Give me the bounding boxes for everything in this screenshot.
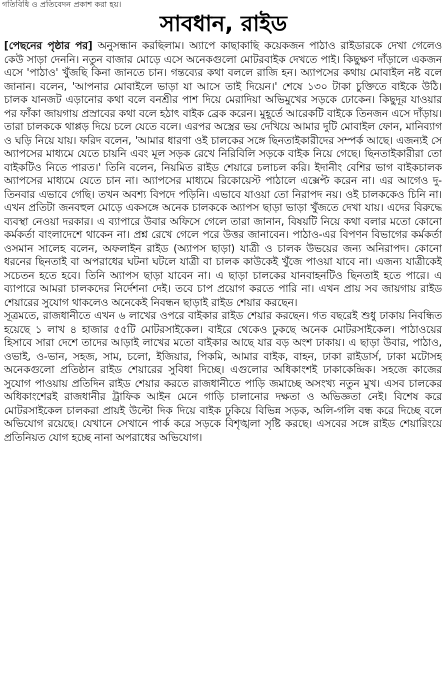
jump-label: [পেছনের পৃষ্ঠার পর]	[4, 40, 93, 52]
paragraph-text: অনুসন্ধান করছিলাম। অ্যাপে কাছাকাছি কয়েকজন পাঠাও রাইডারকে দেখা গেলেও কেউ সাড়া দেননি। নতুন বাজার মোড়ে এসে অনেকগুলো মোটরবাইক দেখতে পাই। কিছুক্ষণ দাঁড়ালে একজন এসে 'পাঠাও' খুঁজছি কিনা জানতে চান। গন্তব্যের কথা বললে রাজি হন। অ্যাপসের কথায় মোবাইল নষ্ট বলে জানান। বলেন, 'আপনার মোবাইলে ভাড়া যা আসে তাই দিয়েন।' শেষে ১৩০ টাকা চুক্তিতে বাইকে উঠি। চালক যানজট এড়ানোর কথা বলে বনশ্রীর পাশ দিয়ে মেরাদিয়া অভিমুখের সড়কে ঢোকেন। কিছুদূর যাওয়ার পর ফাঁকা জায়গায় প্রস্রাবের কথা বলে হঠাৎ বাইক ব্রেক করেন। মুহূর্তে আরেকটি বাইকে তিনজন এসে দাঁড়ায়। তারা চালককে থাপ্পড় দিয়ে চলে যেতে বলে। এরপর অস্ত্রের ভয় দেখিয়ে আমার দুটি মোবাইল ফোন, মানিব্যাগ ও ঘড়ি নিয়ে যায়। ফরিদ বলেন, 'আমার ধারণা ওই চালকের সঙ্গে ছিনতাইকারীদের সম্পর্ক আছে। এজন্যই সে অ্যাপসের মাধ্যমে যেতে চায়নি এবং মূল সড়ক রেখে নিরিবিলি সড়কে বাইক নিয়ে গেছে। ছিনতাইকারীরা তো বাইকটিও নিতে পারত।' তিনি বলেন, নিয়মিত রাইড শেয়ারে চলাচল করি। ইদানীং বেশির ভাগ বাইকচালক অ্যাপসের মাধ্যমে যেতে চান না। অ্যাপসের মাধ্যমে রিকোয়েস্ট পাঠালে এক্সেপ্ট করেন না। এর আগেও দু-তিনবার এভাবে গেছি। তখন অবশ্য বিপদে পড়িনি। এভাবে যাওয়া তো নিরাপদ নয়। ওই চালককেও চিনি না। এখন প্রতিটা জনবহুল মোড়ে একসঙ্গে অনেক চালককে অ্যাপস ছাড়া ভাড়া খুঁজতে দেখা যায়। এদের বিরুদ্ধে ব্যবস্থা নেওয়া দরকার। এ ব্যাপারে উবার অফিসে গেলে তারা জানান, বিষয়টি নিয়ে কথা বলার মতো কোনো কর্মকর্তা বাংলাদেশে থাকেন না। প্রশ্ন রেখে গেলে পরে উত্তর জানাবেন। পাঠাও-এর বিপণন বিভাগের কর্মকর্তা ওসমান সালেহ বলেন, অফলাইন রাইড (অ্যাপস ছাড়া) যাত্রী ও চালক উভয়ের জন্য অনিরাপদ। কোনো ধরনের ছিনতাই বা অপরাধের ঘটনা ঘটলে যাত্রী বা চালক কাউকেই খুঁজে পাওয়া যাবে না। এজন্য যাত্রীকেই সচেতন হতে হবে। তিনি অ্যাপস ছাড়া যাবেন না। এ ছাড়া চালকের যানবাহনটিও ছিনতাই হতে পারে। এ ব্যাপারে আমরা চালকদের নির্দেশনা দেই। তবে চাপ প্রয়োগ করতে পারি না। এখন প্রায় সব জায়গায় রাইড শেয়ারের সুযোগ থাকলেও অনেকেই নিবন্ধন ছাড়াই রাইড শেয়ার করছেন।	[4, 40, 442, 309]
article-paragraph: সূত্রমতে, রাজধানীতে এখন ৬ লাখের ওপরে বাইকার রাইড শেয়ার করছেন। গত বছরেই শুধু ঢাকায় নিবন্ধিত হয়েছে ১ লাখ ৪ হাজার ৫৫টি মোটরসাইকেল। বাইরে থেকেও ঢুকছে অনেক মোটরসাইকেল। পাঠাওয়ের হিসাবে সারা দেশে তাদের আড়াই লাখের মতো বাইকার আছে যার বড় অংশ ঢাকায়। এ ছাড়া উবার, পাঠাও, ওভাই, ও-ভান, সহজ, সাম, চলো, ইজিয়ার, পিকমি, আমার বাইক, বাহন, ঢাকা রাইডার্স, ঢাকা মটোসহ অনেকগুলো প্রতিষ্ঠান রাইড শেয়ারের সুবিধা দিচ্ছে। এগুলোর অধিকাংশই ঢাকাকেন্দ্রিক। সহজে কাজের সুযোগ পাওয়ায় প্রতিদিন রাইড শেয়ার করতে রাজধানীতে পাড়ি জমাচ্ছে অসংখ্য নতুন মুখ। এসব চালকের অধিকাংশেরই রাজধানীর ট্রাফিক আইন মেনে গাড়ি চালানোর দক্ষতা ও অভিজ্ঞতা নেই। বিশেষ করে মোটরসাইকেল চালকরা প্রায়ই উল্টো দিক দিয়ে বাইক ঢুকিয়ে বিভিন্ন সড়ক, অলি-গলি বন্ধ করে দিচ্ছে বলে অভিযোগ রয়েছে। যেখানে সেখানে পার্ক করে সড়কে বিশৃঙ্খলা সৃষ্টি করছে। এসবের সঙ্গে রাইড শেয়ারিংয়ে প্রতিনিয়ত যোগ হচ্ছে নানা অপরাধের অভিযোগ।	[4, 310, 442, 444]
previous-article-fragment: গতিবিধি ও প্রতিবেদন প্রকাশ করা হয়।	[2, 0, 122, 9]
article-paragraph	[4, 40, 442, 310]
article-body	[4, 40, 442, 696]
article-headline: সাবধান, রাইড	[159, 12, 288, 37]
